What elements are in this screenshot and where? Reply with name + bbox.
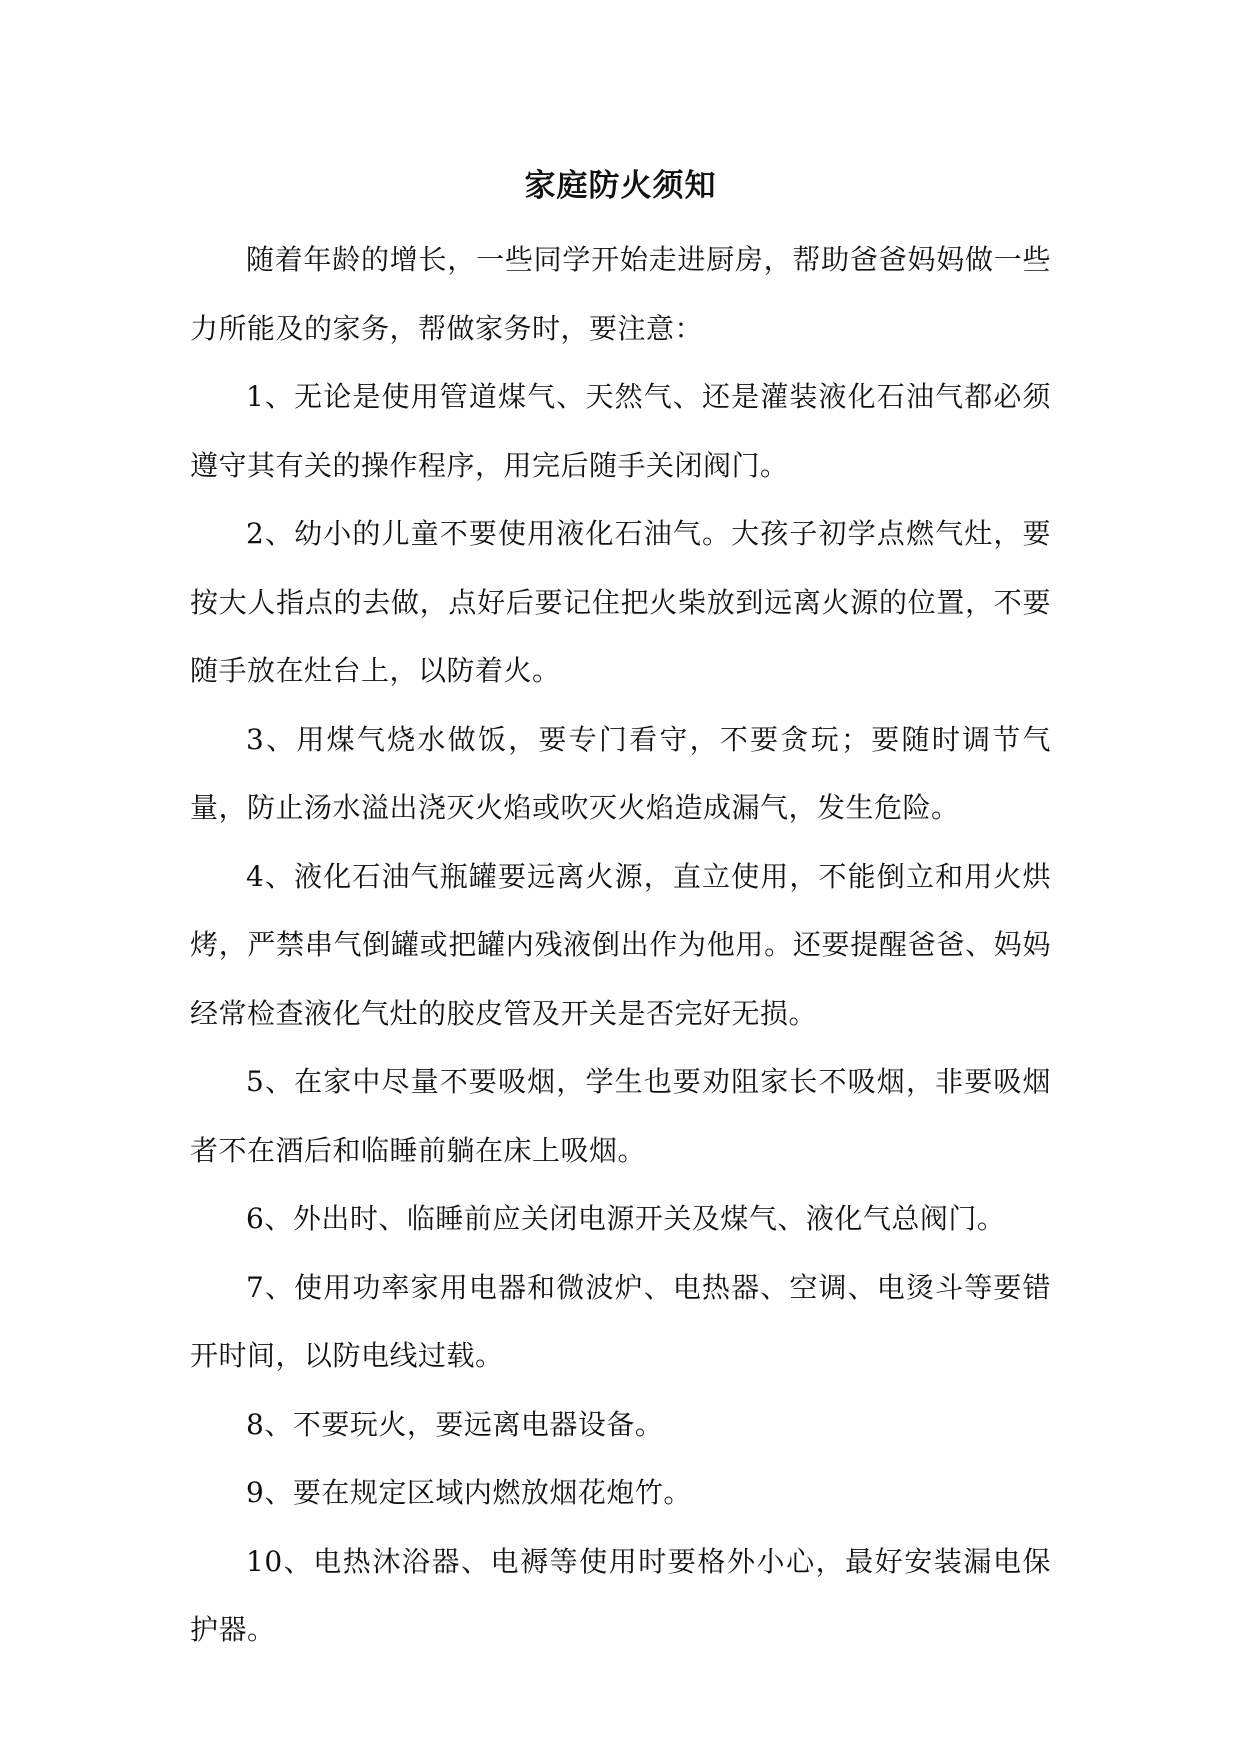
rule-item-7: 7、使用功率家用电器和微波炉、电热器、空调、电烫斗等要错开时间，以防电线过载。 <box>190 1270 1051 1372</box>
rule-item-5: 5、在家中尽量不要吸烟，学生也要劝阻家长不吸烟，非要吸烟者不在酒后和临睡前躺在床上吸烟。 <box>190 1065 1051 1167</box>
rule-item-1: 1、无论是使用管道煤气、天然气、还是灌装液化石油气都必须遵守其有关的操作程序，用完后随手关闭阀门。 <box>190 380 1051 482</box>
rule-item-3: 3、用煤气烧水做饭，要专门看守，不要贪玩；要随时调节气量，防止汤水溢出浇灭火焰或吹灭火焰造成漏气，发生危险。 <box>190 722 1051 824</box>
rule-item-4: 4、液化石油气瓶罐要远离火源，直立使用，不能倒立和用火烘烤，严禁串气倒罐或把罐内残液倒出作为他用。还要提醒爸爸、妈妈经常检查液化气灶的胶皮管及开关是否完好无损。 <box>190 859 1051 1030</box>
rule-item-10: 10、电热沐浴器、电褥等使用时要格外小心，最好安装漏电保护器。 <box>190 1544 1051 1646</box>
rule-item-8: 8、不要玩火，要远离电器设备。 <box>246 1407 664 1441</box>
rule-item-2: 2、幼小的儿童不要使用液化石油气。大孩子初学点燃气灶，要按大人指点的去做，点好后要记住把火柴放到远离火源的位置，不要随手放在灶台上，以防着火。 <box>190 517 1051 687</box>
rule-item-9: 9、要在规定区域内燃放烟花炮竹。 <box>246 1476 692 1509</box>
document-title: 家庭防火须知 <box>524 168 717 204</box>
rule-item-6: 6、外出时、临睡前应关闭电源开关及煤气、液化气总阀门。 <box>246 1202 1006 1235</box>
document-body <box>190 226 1051 1665</box>
intro-paragraph: 随着年龄的增长，一些同学开始走进厨房，帮助爸爸妈妈做一些力所能及的家务，帮做家务时，要注意： <box>190 243 1051 345</box>
